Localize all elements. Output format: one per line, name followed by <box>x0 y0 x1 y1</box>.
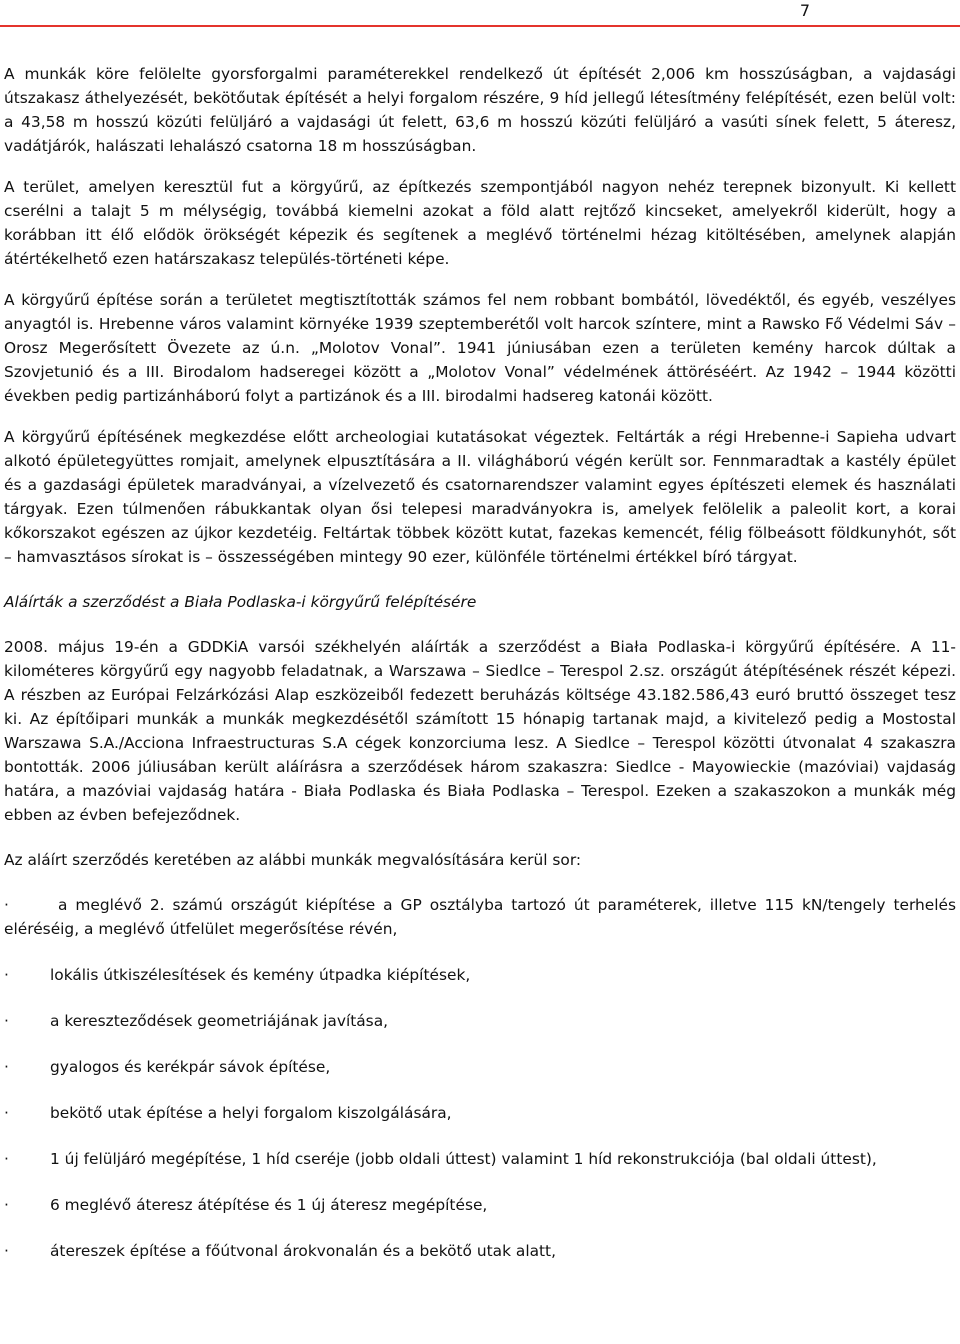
document-body <box>4 62 956 1263</box>
list-item <box>4 1009 956 1033</box>
list-item <box>4 1147 956 1171</box>
list-item <box>4 963 956 987</box>
list-item-text: a kereszteződések geometriájának javítása, <box>50 1012 389 1030</box>
paragraph-archaeology: A körgyűrű építésének megkezdése előtt archeologiai kutatásokat végeztek. Feltárták a régi Hrebenne-i Sapieha udvart alkotó épületegyüttes romjait, amelynek elpusztítására a II. világháború végén került sor. Fennmaradtak a kastély épület és a gazdasági épületek maradványai, a vízelvezető és csatornarendszer valamint egyes építészeti elemek és használati tárgyak. Ezen túlmenően rábukkantak olyan ősi telepesi maradványokra is, amelyek felölelik a paleolit kort, a korai kőkorszakot egészen az újkor kezdetéig. Feltártak többek között kutat, fazekas kemencét, félig fölbeásott földkunyhót, sőt – hamvasztásos sírokat is – összességében mintegy 90 ezer, különféle történelmi értékkel bíró tárgyat. <box>4 428 956 566</box>
paragraph-contract: 2008. május 19-én a GDDKiA varsói székhelyén aláírták a szerződést a Biała Podlaska-i körgyűrű építésére. A 11-kilométeres körgyűrű egy nagyobb feladatnak, a Warszawa – Siedlce – Terespol 2.sz. országút átépítésének részét képezi. A részben az Európai Felzárkózási Alap eszközeiből fedezett beruházás költsége 43.182.586,43 euró bruttó összeget tesz ki. Az építőipari munkák a munkák megkezdésétől számított 15 hónapig tartanak majd, a kivitelező pedig a Mostostal Warszawa S.A./Acciona Infraestructuras S.A cégek konzorciuma lesz. A Siedlce – Terespol közötti útvonalat 4 szakaszra bontották. 2006 júliusában került aláírásra a szerződések három szakaszra: Siedlce - Mayowieckie (mazóviai) vajdaság határa, a mazóviai vajdaság határa - Biała Podlaska és Biała Podlaska – Terespol. Ezeken a szakaszokon a munkák még ebben az évben befejeződnek. <box>4 638 956 824</box>
list-item <box>4 893 956 941</box>
page-header <box>0 0 960 34</box>
list-item-text: lokális útkiszélesítések és kemény útpadka kiépítések, <box>50 966 471 984</box>
bullet-marker: · <box>4 1058 9 1076</box>
list-item-text: 1 új felüljáró megépítése, 1 híd cseréje (jobb oldali úttest) valamint 1 híd rekonstrukciója (bal oldali úttest), <box>50 1150 877 1168</box>
section-heading: Aláírták a szerződést a Biała Podlaska-i körgyűrű felépítésére <box>4 593 477 611</box>
works-list <box>4 893 956 1263</box>
bullet-marker: · <box>4 1196 9 1214</box>
paragraph-war-history: A körgyűrű építése során a területet megtisztították számos fel nem robbant bombától, lövedéktől, és egyéb, veszélyes anyagtól is. Hrebenne város valamint környéke 1939 szeptemberétől volt harcok színtere, mint a Rawsko Fő Védelmi Sáv – Orosz Megerősített Övezete az ú.n. „Molotov Vonal”. 1941 júniusában ezen a területen kemény harcok dúltak a Szovjetunió és a III. Birodalom hadseregei között a „Molotov Vonal” védelmének áttöréséért. Az 1942 – 1944 közötti években pedig partizánháború folyt a partizánok és a III. birodalmi hadsereg katonái között. <box>4 291 956 405</box>
header-rule <box>0 25 960 27</box>
list-item-text: gyalogos és kerékpár sávok építése, <box>50 1058 331 1076</box>
list-item <box>4 1239 956 1263</box>
paragraph-project-scope: A munkák köre felölelte gyorsforgalmi paraméterekkel rendelkező út építését 2,006 km hosszúságban, a vajdasági útszakasz áthelyezését, bekötőutak építését a helyi forgalom részére, 9 híd jellegű létesítmény felépítését, ezen belül volt: a 43,58 m hosszú közúti felüljáró a vajdasági út felett, 63,6 m hosszú közúti felüljáró a vasúti sínek felett, 5 áteresz, vadátjárók, halászati lehalászó csatorna 18 m hosszúságban. <box>4 65 956 155</box>
paragraph-terrain: A terület, amelyen keresztül fut a körgyűrű, az építkezés szempontjából nagyon nehéz terepnek bizonyult. Ki kellett cserélni a talajt 5 m mélységig, továbbá kiemelni azokat a föld alatt rejtőző kincseket, amelyekről kiderült, hogy a korábban itt élő elődök örökségét képezik és segítenek a meglévő történelmi hézag kitöltésében, amelynek alapján átértékelhető ezen határszakasz település-történeti képe. <box>4 178 956 268</box>
paragraph-works-intro: Az aláírt szerződés keretében az alábbi munkák megvalósítására kerül sor: <box>4 851 582 869</box>
page-number: 7 <box>799 1 810 20</box>
bullet-marker: · <box>4 1150 9 1168</box>
list-item-text: 6 meglévő áteresz átépítése és 1 új áteresz megépítése, <box>50 1196 488 1214</box>
list-item-text: átereszek építése a főútvonal árokvonalán és a bekötő utak alatt, <box>50 1242 556 1260</box>
bullet-marker: · <box>4 1104 9 1122</box>
bullet-marker: · <box>4 1012 9 1030</box>
bullet-marker: · <box>4 896 9 914</box>
list-item <box>4 1101 956 1125</box>
list-item <box>4 1193 956 1217</box>
list-item-text: bekötő utak építése a helyi forgalom kiszolgálására, <box>50 1104 452 1122</box>
bullet-marker: · <box>4 1242 9 1260</box>
list-item <box>4 1055 956 1079</box>
bullet-marker: · <box>4 966 9 984</box>
list-item-text: a meglévő 2. számú országút kiépítése a GP osztályba tartozó út paraméterek, illetve 115 kN/tengely terhelés eléréséig, a meglévő útfelület megerősítése révén, <box>4 896 956 938</box>
